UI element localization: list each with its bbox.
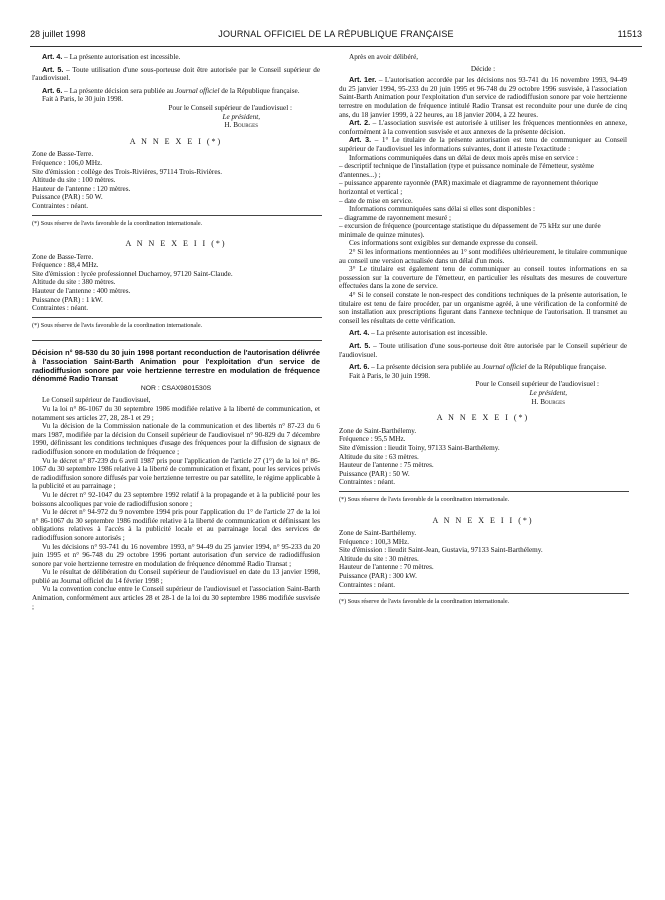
annex-line: Puissance (PAR) : 50 W.	[339, 469, 410, 478]
list-item: – excursion de fréquence (pourcentage statistique du dépassement de 75 kHz sur une durée minimale de quinze minutes).	[339, 222, 601, 239]
annex-line: Puissance (PAR) : 300 kW.	[339, 572, 417, 581]
divider	[32, 317, 322, 318]
left-sig-for: Pour le Conseil supérieur de l'audiovisuel :	[168, 103, 292, 112]
right-annex2-note: (*) Sous réserve de l'avis favorable de la coordination internationale.	[339, 598, 510, 606]
right-exig: Ces informations sont exigibles sur demande expresse du conseil.	[349, 239, 538, 248]
annex-line: Puissance (PAR) : 1 kW.	[32, 295, 103, 304]
list-item: – date de mise en service.	[339, 196, 413, 205]
annex-line: Contraintes : néant.	[32, 201, 89, 210]
annex-line: Zone de Saint-Barthélemy.	[339, 529, 417, 538]
page-header	[30, 29, 642, 43]
visa-paragraph: Vu le décret n° 92-1047 du 23 septembre 1992 relatif à la propagande et à la publicité pour les boissons alcooliques par voie de radiodiffusion sonore ;	[32, 490, 320, 508]
annex-line: Contraintes : néant.	[32, 304, 89, 313]
annex-line: Zone de Basse-Terre.	[32, 150, 94, 159]
left-art5: Art. 5. – Toute utilisation d'une sous-porteuse doit être autorisée par le Conseil supérieur de l'audiovisuel.	[32, 64, 321, 83]
right-annex1-note: (*) Sous réserve de l'avis favorable de la coordination internationale.	[339, 495, 510, 503]
annex-line: Site d'émission : lieudit Saint-Jean, Gustavia, 97133 Saint-Barthélemy.	[339, 546, 543, 555]
left-art6: Art. 6. – La présente décision sera publiée au Journal officiel de la République française.	[42, 85, 300, 95]
left-annex2-title: A N N E X E I I (*)	[125, 239, 227, 249]
visa-paragraph: Vu le décret n° 94-972 du 9 novembre 1994 pris pour l'application du 1° de l'article 27 de la loi n° 86-1067 du 30 septembre 1986 modifiée relative à la liberté de communication et définissant les obligations relatives à l'accès à la publicité locale et au parrainage local des services de radiodiffusion sonore autorisés ;	[32, 508, 320, 542]
left-annex1	[32, 150, 320, 210]
right-done: Fait à Paris, le 30 juin 1998.	[349, 371, 431, 380]
right-decides: Décide :	[470, 64, 496, 73]
annex-line: Zone de Saint-Barthélemy.	[339, 426, 417, 435]
left-paragraphs	[32, 396, 320, 611]
annex-line: Altitude du site : 100 mètres.	[32, 176, 116, 185]
divider	[339, 593, 629, 594]
annex-line: Altitude du site : 63 mètres.	[339, 452, 419, 461]
left-annex2-note: (*) Sous réserve de l'avis favorable de la coordination internationale.	[32, 321, 203, 329]
right-sig-for: Pour le Conseil supérieur de l'audiovisuel :	[475, 380, 599, 389]
annex-line: Hauteur de l'antenne : 75 mètres.	[339, 461, 434, 470]
annex-line: Altitude du site : 380 mètres.	[32, 278, 116, 287]
header-date: 28 juillet 1998	[30, 29, 86, 39]
list-item: – diagramme de rayonnement mesuré ;	[339, 213, 451, 222]
annex-line: Site d'émission : collège des Trois-Rivières, 97114 Trois-Rivières.	[32, 167, 223, 176]
visa-paragraph: Vu le décret n° 87-239 du 6 avril 1987 pris pour l'application de l'article 27 (1°) de la loi n° 86-1067 du 30 septembre 1986 relative à la liberté de communication et fixant, pour les services privés de radiodiffusion sonore diffusés par voie hertzienne terrestre ou par satellite, le régime applicable à la publicité et au parrainage ;	[32, 456, 320, 491]
left-annex2	[32, 253, 320, 313]
annex-line: Contraintes : néant.	[339, 478, 396, 487]
divider	[32, 215, 322, 216]
right-p2: 2° Si les informations mentionnées au 1° sont modifiées ultérieurement, le titulaire communique au conseil une version actualisée dans un délai d'un mois.	[339, 248, 627, 265]
visa-paragraph: Vu le résultat de délibération du Conseil supérieur de l'audiovisuel en date du 13 janvier 1998, publié au Journal officiel du 14 février 1998 ;	[32, 568, 320, 585]
right-art1: Art. 1er. – L'autorisation accordée par les décisions nos 93-741 du 16 novembre 1993, 94-49 du 25 janvier 1994, 95-233 du 20 juin 1995 et 96-748 du 29 octobre 1996 susvisée, à l'association Saint-Barth Animation pour l'exploitation d'un service de radiodiffusion sonore par voie hertzienne terrestre en modulation de fréquence intitulé Radio Transat est reconduite pour une durée de cinq ans, du 18 janvier 1999, à 22 heures, au 18 janvier 2004, à 22 heures.	[339, 75, 627, 119]
right-column	[339, 53, 627, 607]
left-annex1-note: (*) Sous réserve de l'avis favorable de la coordination internationale.	[32, 219, 203, 227]
annex-line: Puissance (PAR) : 50 W.	[32, 193, 103, 202]
right-info2: Informations communiquées sans délai si elles sont disponibles :	[349, 205, 536, 214]
journal-title: JOURNAL OFFICIEL DE LA RÉPUBLIQUE FRANÇAISE	[218, 29, 454, 39]
right-annex1	[339, 427, 627, 487]
visa-paragraph: Vu la loi n° 86-1067 du 30 septembre 1986 modifiée relative à la liberté de communication, et notamment ses articles 27, 28, 28-1 et 29 ;	[32, 405, 320, 422]
right-after: Après en avoir délibéré,	[349, 53, 419, 61]
right-art4: Art. 4. – La présente autorisation est incessible.	[349, 328, 488, 338]
list-item: – puissance apparente rayonnée (PAR) maximale et diagramme de rayonnement théorique horizontal et vertical ;	[339, 179, 599, 196]
annex-line: Hauteur de l'antenne : 120 mètres.	[32, 184, 131, 193]
annex-line: Hauteur de l'antenne : 70 mètres.	[339, 563, 434, 572]
right-p4: 4° Si le conseil constate le non-respect des conditions techniques de la présente autorisation, le titulaire est tenu de faire procéder, par un organisme agréé, à une vérification de la conformité de son installation aux prescriptions figurant dans l'annexe technique de l'autorisation. Il transmet au conseil les résultats de cette vérification.	[339, 291, 627, 325]
annex-line: Site d'émission : lieudit Toiny, 97133 Saint-Barthélemy.	[339, 443, 500, 452]
left-column	[32, 53, 320, 611]
left-sig-name: H. Bourges	[224, 121, 258, 130]
right-art5: Art. 5. – Toute utilisation d'une sous-porteuse doit être autorisée par le Conseil supérieur de l'audiovisuel.	[339, 341, 628, 359]
right-sig-name: H. Bourges	[531, 397, 565, 406]
decision-title: Décision n° 98-530 du 30 juin 1998 portant reconduction de l'autorisation délivrée à l'association Saint-Barth Animation pour l'exploitation d'un service de radiodiffusion sonore par voie hertzienne terrestre en modulation de fréquence dénommé Radio Transat	[32, 348, 320, 384]
right-annex1-title: A N N E X E I (*)	[436, 413, 530, 423]
annex-line: Fréquence : 95,5 MHz.	[339, 435, 406, 444]
visa-paragraph: Vu la convention conclue entre le Conseil supérieur de l'audiovisuel et l'association Saint-Barth Animation, conformément aux articles 28 et 28-1 de la loi du 30 septembre 1986 modifiée susvisée ;	[32, 585, 320, 611]
right-sig-role: Le président,	[529, 388, 567, 397]
left-done: Fait à Paris, le 30 juin 1998.	[42, 95, 124, 104]
right-p3: 3° Le titulaire est également tenu de communiquer au conseil toutes informations en sa possession sur la couverture de l'émetteur, en particulier les résultats des mesures de couverture effectuées dans la zone de service.	[339, 265, 627, 291]
visa-paragraph: Le Conseil supérieur de l'audiovisuel,	[42, 396, 151, 405]
right-art6: Art. 6. – La présente décision sera publiée au Journal officiel de la République française.	[349, 362, 607, 372]
nor-reference: NOR : CSAX9801530S	[140, 384, 212, 392]
annex-line: Zone de Basse-Terre.	[32, 252, 94, 261]
divider	[32, 340, 322, 341]
right-annex2-title: A N N E X E I I (*)	[432, 515, 534, 525]
annex-line: Hauteur de l'antenne : 400 mètres.	[32, 287, 131, 296]
visa-paragraph: Vu la décision de la Commission nationale de la communication et des libertés n° 87-23 du 6 mars 1987, modifiée par la décision du Conseil supérieur de l'audiovisuel n° 90-829 du 7 décembre 1990, définissant les conditions techniques d'usage des fréquences pour la diffusion de signaux de radiodiffusion sonore en modulation de fréquence ;	[32, 422, 320, 456]
visa-paragraph: Vu les décisions n° 93-741 du 16 novembre 1993, n° 94-49 du 25 janvier 1994, n° 95-233 du 20 juin 1995 et n° 96-748 du 29 octobre 1996 portant autorisation d'un service de radiodiffusion sonore par voie hertzienne terrestre en modulation de fréquence dénommé Radio Transat ;	[32, 542, 320, 568]
right-art2: Art. 2. – L'association susvisée est autorisée à utiliser les fréquences mentionnées en annexe, conformément à la convention susvisée et aux annexes de la présente décision.	[339, 118, 628, 136]
divider	[339, 491, 629, 492]
right-art3: Art. 3. – 1° Le titulaire de la présente autorisation est tenu de communiquer au Conseil supérieur de l'audiovisuel les informations suivantes, dont il atteste l'exactitude :	[339, 135, 628, 153]
right-info1: Informations communiquées dans un délai de deux mois après mise en service :	[349, 153, 579, 162]
left-art4: Art. 4. – La présente autorisation est incessible.	[42, 52, 181, 61]
annex-line: Fréquence : 100,3 MHz.	[339, 537, 410, 546]
right-annex2	[339, 529, 627, 589]
annex-line: Contraintes : néant.	[339, 580, 396, 589]
annex-line: Fréquence : 106,0 MHz.	[32, 158, 103, 167]
header-rule	[30, 46, 642, 47]
page-number: 11513	[617, 29, 642, 39]
right-list2	[339, 214, 627, 240]
left-annex1-title: A N N E X E I (*)	[129, 136, 223, 146]
list-item: – descriptif technique de l'installation (type et puissance nominale de l'émetteur, système d'antennes...) ;	[339, 162, 594, 179]
left-sig-role: Le président,	[222, 112, 260, 121]
annex-line: Site d'émission : lycée professionnel Ducharnoy, 97120 Saint-Claude.	[32, 269, 233, 278]
annex-line: Altitude du site : 30 mètres.	[339, 554, 419, 563]
annex-line: Fréquence : 88,4 MHz.	[32, 261, 99, 270]
right-list1	[339, 162, 627, 205]
